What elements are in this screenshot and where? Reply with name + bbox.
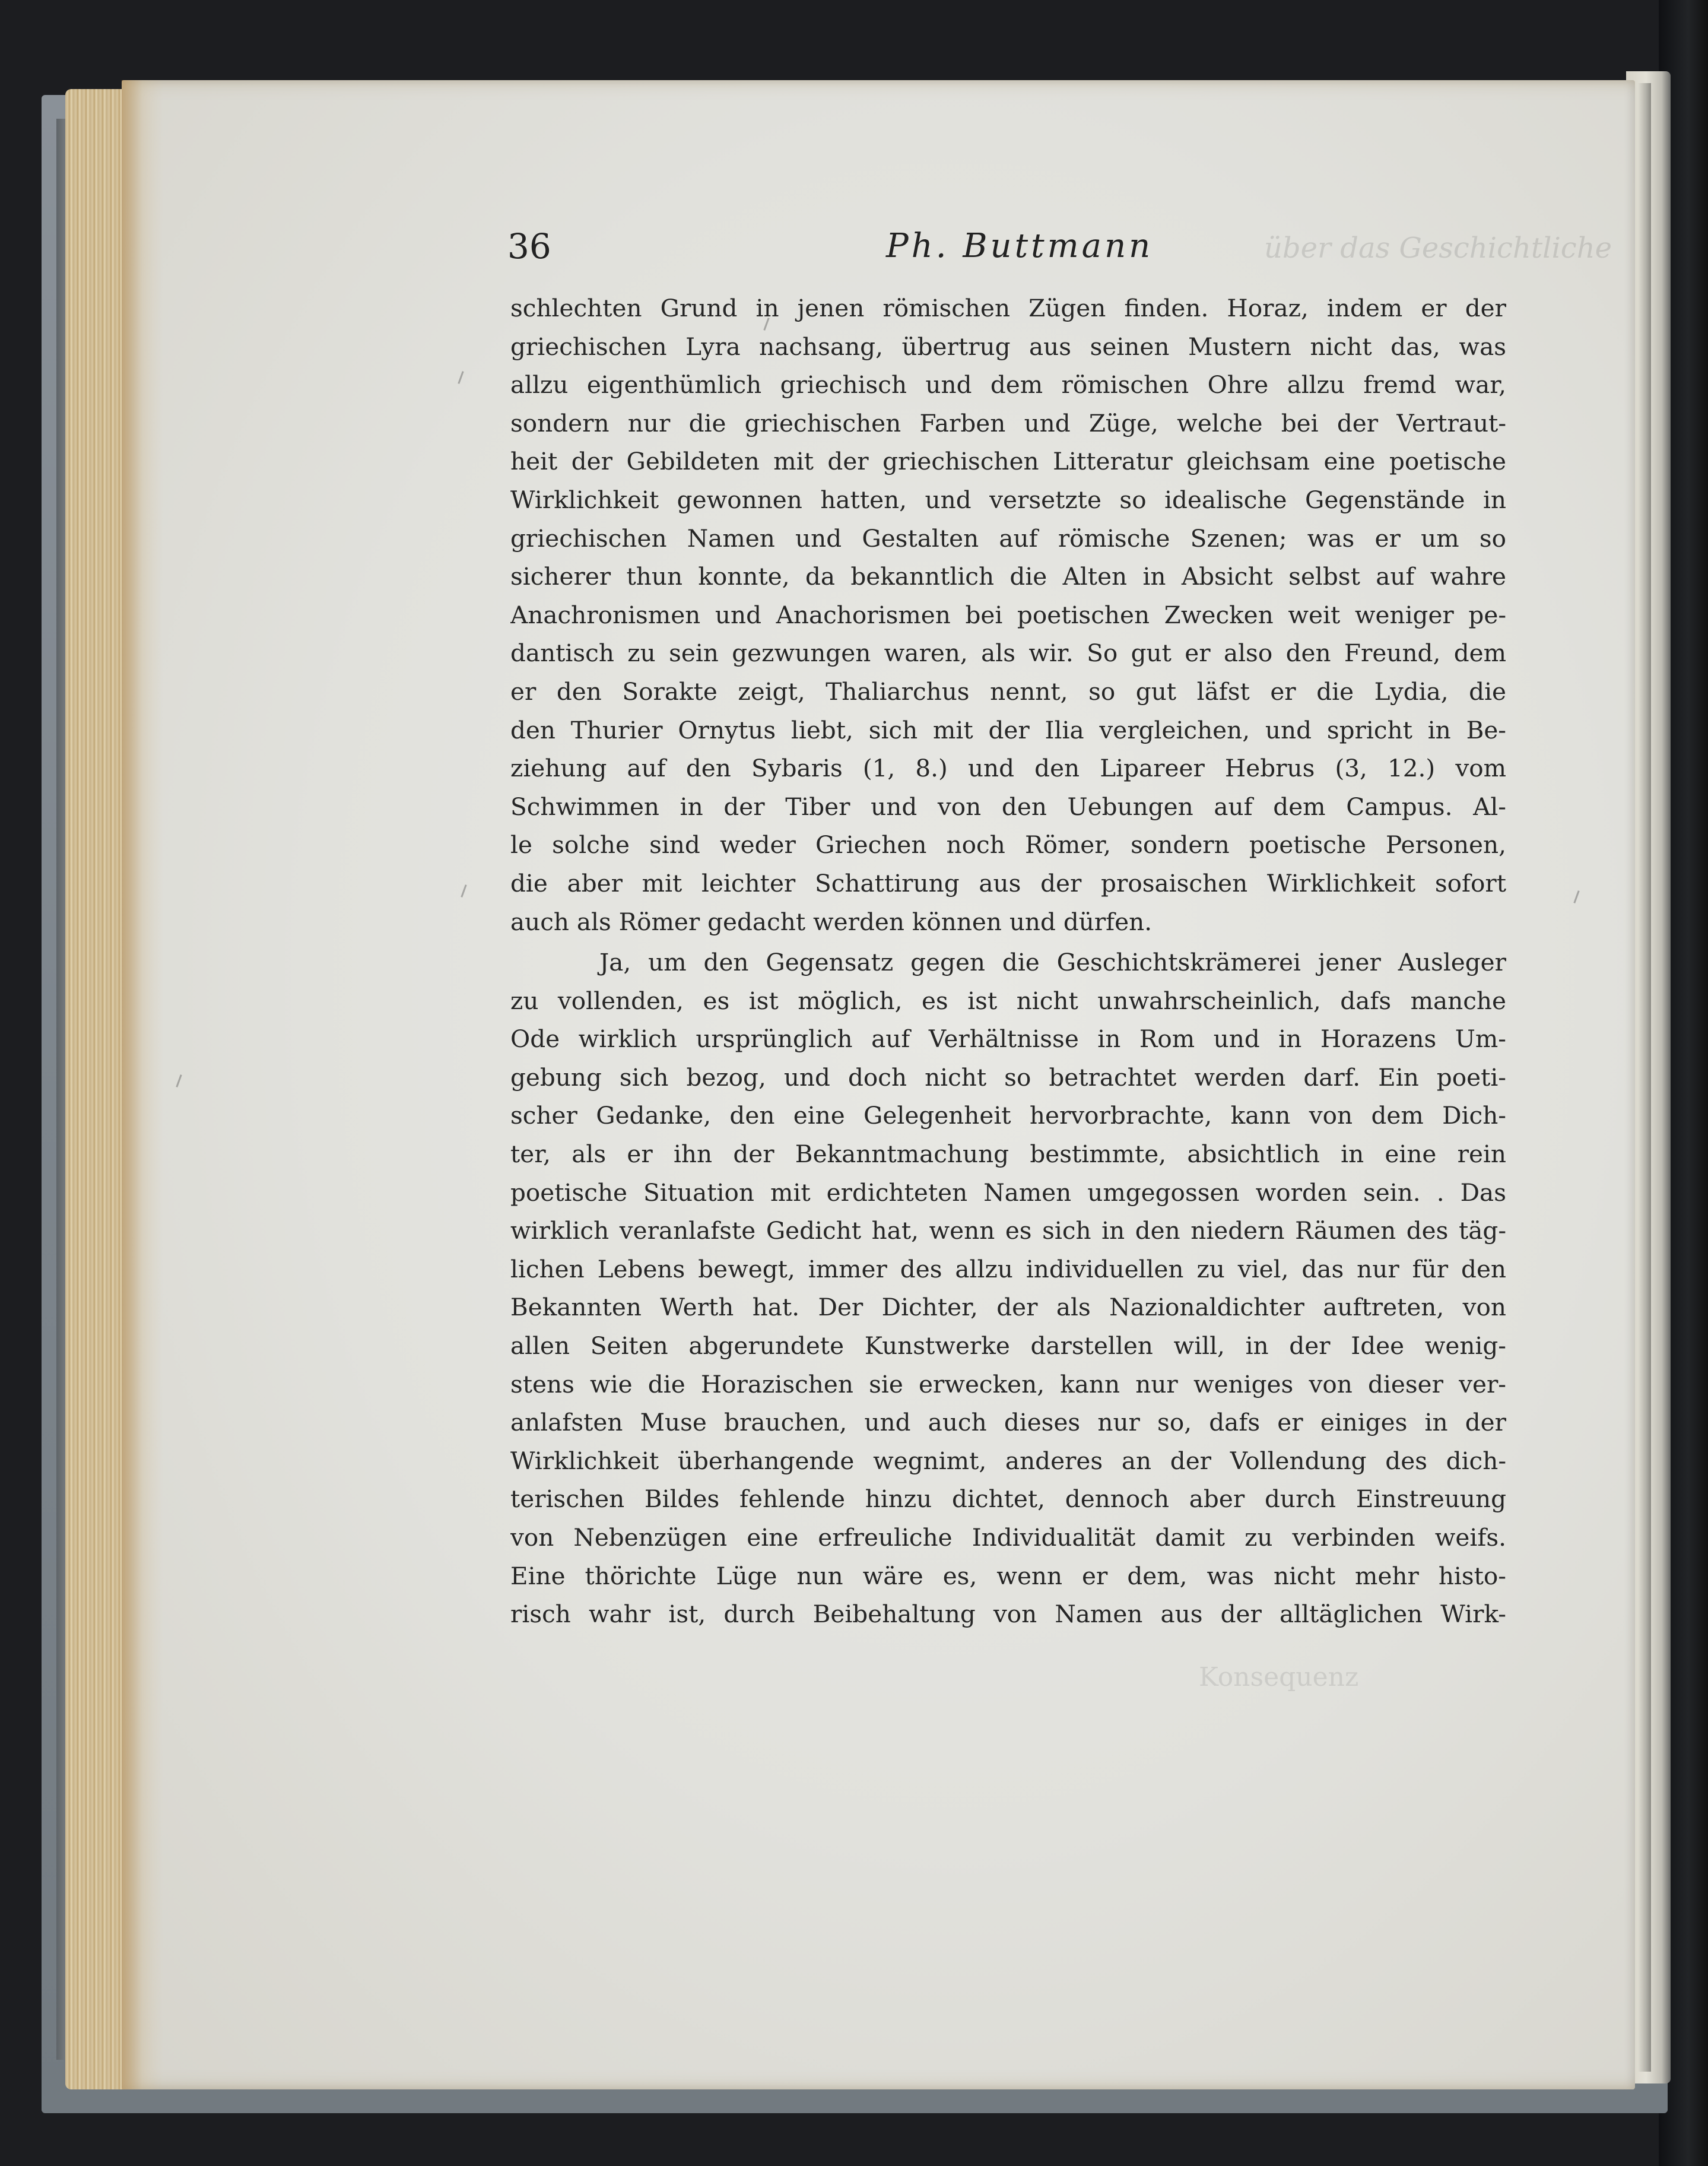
gutter-shadow	[1638, 83, 1651, 2072]
text-line: poetische Situation mit erdichteten Namen umgegossen worden sein. . Das	[510, 1178, 1506, 1207]
text-line: schlechten Grund in jenen römischen Zügen finden. Horaz, indem er der	[510, 294, 1506, 322]
text-line: risch wahr ist, durch Beibehaltung von Namen aus der alltäglichen Wirk-	[510, 1600, 1506, 1629]
text-line: stens wie die Horazischen sie erwecken, kann nur weniges von dieser ver-	[510, 1369, 1506, 1398]
text-line: Schwimmen in der Tiber und von den Uebungen auf dem Campus. Al-	[510, 792, 1506, 821]
text-line: wirklich veranlafste Gedicht hat, wenn es sich in den niedern Räumen des täg-	[510, 1216, 1506, 1245]
paragraph-2	[510, 943, 1506, 1634]
text-line: lichen Lebens bewegt, immer des allzu individuellen zu viel, das nur für den	[510, 1254, 1506, 1283]
show-through-header: über das Geschichtliche	[1264, 231, 1612, 265]
text-line: sondern nur die griechischen Farben und Züge, welche bei der Vertraut-	[510, 408, 1506, 437]
body-text	[510, 289, 1506, 1634]
page-foxing-stain	[122, 80, 163, 2089]
text-line: griechischen Namen und Gestalten auf römische Szenen; was er um so	[510, 524, 1506, 553]
text-line: heit der Gebildeten mit der griechischen Litteratur gleichsam eine poetische	[510, 447, 1506, 476]
text-line: den Thurier Ornytus liebt, sich mit der Ilia vergleichen, und spricht in Be-	[510, 715, 1506, 744]
text-line: ter, als er ihn der Bekanntmachung bestimmte, absichtlich in eine rein	[510, 1140, 1506, 1169]
text-line: scher Gedanke, den eine Gelegenheit hervorbrachte, kann von dem Dich-	[510, 1101, 1506, 1130]
text-line: auch als Römer gedacht werden können und dürfen.	[510, 907, 1153, 936]
text-line: anlafsten Muse brauchen, und auch dieses nur so, dafs er einiges in der	[510, 1408, 1506, 1437]
text-line: Wirklichkeit gewonnen hatten, und versetzte so idealische Gegenstände in	[510, 485, 1506, 514]
text-line: allzu eigenthümlich griechisch und dem römischen Ohre allzu fremd war,	[510, 370, 1506, 399]
text-line: er den Sorakte zeigt, Thaliarchus nennt, so gut läfst er die Lydia, die	[510, 677, 1506, 706]
page-number: 36	[507, 226, 551, 267]
text-line: Eine thörichte Lüge nun wäre es, wenn er dem, was nicht mehr histo-	[510, 1561, 1506, 1590]
text-line: gebung sich bezog, und doch nicht so betrachtet werden darf. Ein poeti-	[510, 1063, 1506, 1092]
text-line: dantisch zu sein gezwungen waren, als wir. So gut er also den Freund, dem	[510, 639, 1506, 668]
text-line: Ode wirklich ursprünglich auf Verhältnisse in Rom und in Horazens Um-	[510, 1025, 1506, 1054]
text-line: Wirklichkeit überhangende wegnimt, anderes an der Vollendung des dich-	[510, 1446, 1506, 1475]
text-line: Bekannten Werth hat. Der Dichter, der als Nazionaldichter auftreten, von	[510, 1293, 1506, 1322]
text-line: zu vollenden, es ist möglich, es ist nicht unwahrscheinlich, dafs manche	[510, 986, 1506, 1015]
text-line: Anachronismen und Anachorismen bei poetischen Zwecken weit weniger pe-	[510, 600, 1506, 629]
running-head	[507, 223, 1160, 270]
text-line: ziehung auf den Sybaris (1, 8.) und den Lipareer Hebrus (3, 12.) vom	[510, 754, 1506, 783]
text-line: allen Seiten abgerundete Kunstwerke darstellen will, in der Idee wenig-	[510, 1331, 1506, 1361]
paragraph-1	[510, 289, 1506, 941]
text-line: sicherer thun konnte, da bekanntlich die Alten in Absicht selbst auf wahre	[510, 562, 1506, 591]
running-title: Ph. Buttmann	[886, 227, 1154, 265]
text-line: Ja, um den Gegensatz gegen die Geschichtskrämerei jener Ausleger	[599, 948, 1506, 977]
text-line: von Nebenzügen eine erfreuliche Individualität damit zu verbinden weifs.	[510, 1523, 1506, 1552]
text-line: terischen Bildes fehlende hinzu dichtet, dennoch aber durch Einstreuung	[510, 1485, 1506, 1514]
text-line: griechischen Lyra nachsang, übertrug aus seinen Mustern nicht das, was	[510, 332, 1506, 361]
text-line: le solche sind weder Griechen noch Römer, sondern poetische Personen,	[510, 830, 1506, 860]
text-line: die aber mit leichter Schattirung aus der prosaischen Wirklichkeit sofort	[510, 868, 1506, 898]
show-through-footer: Konsequenz	[1199, 1662, 1359, 1692]
